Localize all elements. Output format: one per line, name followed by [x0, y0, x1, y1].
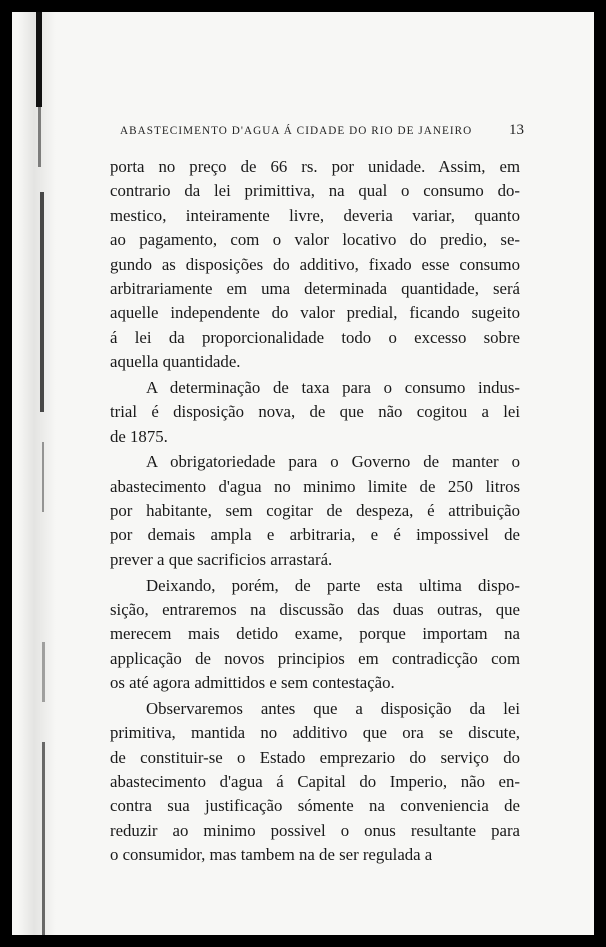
text-line: merecem mais detido exame, porque importam na — [110, 624, 520, 644]
paragraph — [110, 155, 520, 375]
text-line: por demais ampla e arbitraria, e é impossivel de — [110, 525, 520, 545]
paragraph — [110, 697, 520, 868]
text-line: primitiva, mantida no additivo que ora se discute, — [110, 723, 520, 743]
text-line: á lei da proporcionalidade todo o excesso sobre — [110, 327, 520, 347]
text-line: aquelle independente do valor predial, ficando sugeito — [110, 303, 520, 323]
text-line: o consumidor, mas tambem na de ser regulada a — [110, 845, 433, 865]
text-line: Deixando, porém, de parte esta ultima dispo- — [146, 575, 520, 595]
text-line: contrario da lei primittiva, na qual o consumo do- — [110, 181, 520, 201]
text-line: mestico, inteiramente livre, deveria variar, quanto — [110, 205, 520, 225]
binding-mark — [36, 12, 42, 107]
page-number: 13 — [509, 122, 524, 138]
paragraph — [110, 574, 520, 696]
running-head — [120, 122, 524, 139]
text-line: os até agora admittidos e sem contestação. — [110, 673, 395, 693]
binding-mark — [42, 742, 45, 935]
paragraph — [110, 450, 520, 572]
text-line: aquella quantidade. — [110, 352, 241, 372]
text-line: ao pagamento, com o valor locativo do predio, se- — [110, 230, 520, 250]
binding-mark — [38, 107, 41, 167]
text-line: abastecimento d'agua á Capital do Imperio, não en- — [110, 771, 520, 791]
binding-mark — [42, 642, 45, 702]
text-line: reduzir ao minimo possivel o onus resultante para — [110, 820, 520, 840]
text-line: de constituir-se o Estado emprezario do serviço do — [110, 747, 520, 767]
paragraph — [110, 376, 520, 449]
text-line: arbitrariamente em uma determinada quantidade, será — [110, 278, 520, 298]
text-line: porta no preço de 66 rs. por unidade. Assim, em — [110, 157, 520, 176]
text-line: A determinação de taxa para o consumo indus- — [146, 377, 520, 397]
binding-mark — [42, 442, 44, 512]
text-line: prever a que sacrificios arrastará. — [110, 549, 333, 569]
page-gutter-shadow — [18, 12, 58, 935]
text-line: abastecimento d'agua no minimo limite de 250 litros — [110, 476, 520, 496]
running-title: ABASTECIMENTO D'AGUA Á CIDADE DO RIO DE JANEIRO — [120, 125, 473, 137]
body-text — [110, 155, 520, 868]
text-line: A obrigatoriedade para o Governo de manter o — [146, 452, 520, 472]
text-line: de 1875. — [110, 426, 168, 446]
book-page — [12, 12, 594, 935]
text-line: trial é disposição nova, de que não cogitou a lei — [110, 402, 520, 422]
text-line: applicação de novos principios em contradicção com — [110, 648, 520, 668]
text-line: Observaremos antes que a disposição da lei — [146, 698, 520, 718]
binding-mark — [40, 192, 44, 412]
text-line: contra sua justificação sómente na conveniencia de — [110, 796, 520, 816]
text-line: sição, entraremos na discussão das duas outras, que — [110, 599, 520, 619]
text-line: gundo as disposições do additivo, fixado esse consumo — [110, 254, 520, 274]
text-line: por habitante, sem cogitar de despeza, é attribuição — [110, 501, 520, 521]
